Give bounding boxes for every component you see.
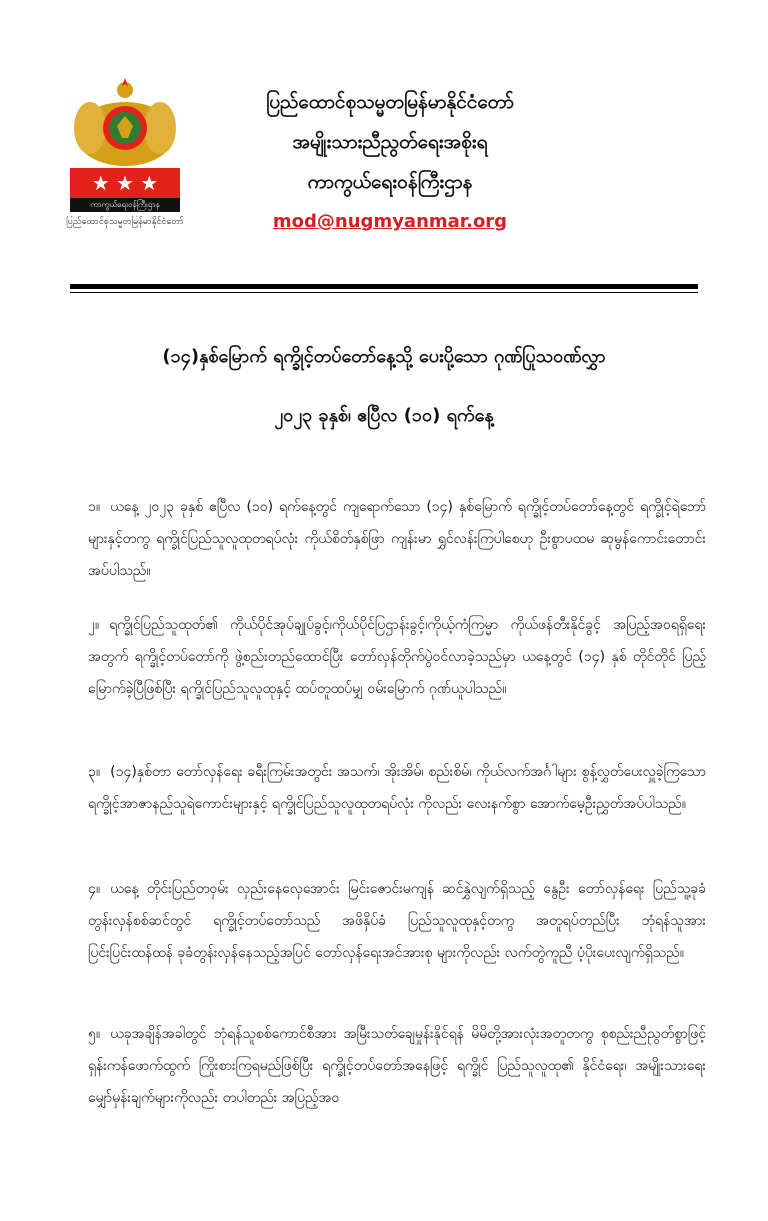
paragraph-text: ယခုအချိန်အခါတွင် ဘုံရန်သူစစ်ကောင်စီအား အမြီးသတ်ချေမှုန်းနိုင်ရန် မိမိတို့အားလုံးအတူတကွ စုစည်းညီညွတ်စွာဖြင့် ရှန်းကန်ဖောက်ထွက် ကြိုးစားကြရမည်ဖြစ်ပြီး ရက္ခိုင့်တပ်တော်အနေဖြင့် ရက္ခိုင် ပြည်သူလူထု၏ နိုင်ငံရေး၊ အမျိုးသားရေး မျှော်မှန်းချက်များကိုလည်း တပါတည်း အပြည့်အဝ — [88, 1026, 706, 1106]
paragraph — [88, 873, 706, 969]
document-date: ၂၀၂၃ ခုနှစ်၊ ဧပြီလ (၁၀) ရက်နေ့ — [274, 405, 494, 426]
paragraph-number: ၅။ — [88, 1026, 101, 1042]
paragraph — [88, 1018, 706, 1114]
paragraph-text: (၁၄)နှစ်တာ တော်လှန်ရေး ခရီးကြမ်းအတွင်း အသက်၊ အိုးအိမ်၊ စည်းစိမ်၊ ကိုယ်လက်အင်္ဂါများ စွန့်လွှတ်ပေးလှူခဲ့ကြသော ရက္ခိုင့်အာဇာနည်သူရဲကောင်းများနှင့် ရက္ခိုင်ပြည်သူလူထုတရပ်လုံး ကိုလည်း လေးနက်စွာ အောက်မေ့ဦးညွှတ်အပ်ပါသည်။ — [88, 764, 706, 812]
paragraph-number: ၂။ — [88, 617, 100, 633]
emblem-stars-band — [70, 168, 180, 198]
ministry-emblem — [62, 76, 188, 229]
emblem-caption: ပြည်ထောင်စုသမ္မတမြန်မာနိုင်ငံတော် — [66, 217, 184, 227]
peacock-crest-icon — [70, 76, 180, 168]
email-link[interactable]: mod@nugmyanmar.org — [272, 211, 508, 232]
header-divider — [70, 284, 698, 289]
ministry-name: ကာကွယ်ရေးဝန်ကြီးဌာန — [307, 171, 473, 193]
paragraph — [88, 609, 706, 705]
emblem-plate: ကာကွယ်ရေးဝန်ကြီးဌာန — [70, 198, 180, 212]
country-name: ပြည်ထောင်စုသမ္မတမြန်မာနိုင်ငံတော် — [266, 91, 514, 113]
letterhead — [210, 82, 570, 242]
header-divider-thin — [70, 292, 698, 293]
paragraph-number: ၄။ — [88, 881, 101, 897]
paragraph-text: ယနေ့ တိုင်းပြည်တဝှမ်း လှည်းနေလှေအောင်း မြင်းဇောင်းမကျန် ဆင်နွှဲလျက်ရှိသည့် နွေဦး တော်လှန်ရေး ပြည်သူ့ခုခံတွန်းလှန်စစ်ဆင်တွင် ရက္ခိုင့်တပ်တော်သည် အဖိနှိပ်ခံ ပြည်သူလူထုနှင့်တကွ အတူရပ်တည်ပြီး ဘုံရန်သူအား ပြင်းပြင်းထန်ထန် ခုခံတွန်းလှန်နေသည့်အပြင် တော်လှန်ရေးအင်အားစု များကိုလည်း လက်တွဲကူညီ ပံ့ပိုးပေးလျက်ရှိသည်။ — [88, 881, 706, 961]
paragraph-number: ၃။ — [88, 764, 101, 780]
paragraph — [88, 491, 706, 587]
stars-icon: ★ ★ ★ — [91, 171, 159, 195]
document-title: (၁၄)နှစ်မြောက် ရက္ခိုင့်တပ်တော်နေ့သို့ ပေးပို့သော ဂုဏ်ပြုသဝဏ်လွှာ — [162, 346, 606, 367]
paragraph-text: ရက္ခိုင်ပြည်သူထုတ်၏ ကိုယ်ပိုင်အုပ်ချုပ်ခွင့်၊ကိုယ်ပိုင်ပြဌာန်းခွင့်၊ကိုယ့်ကံကြမ္မာ ကိုယ်ဖန်တီးနိုင်ခွင့် အပြည့်အဝရရှိရေးအတွက် ရက္ခိုင့်တပ်တော်ကို ဖွဲ့စည်းတည်ထောင်ပြီး တော်လှန်တိုက်ပွဲဝင်လာခဲ့သည်မှာ ယနေ့တွင် (၁၄) နှစ် တိုင်တိုင် ပြည့်မြောက်ခဲ့ပြီဖြစ်ပြီး ရက္ခိုင်ပြည်သူလူထုနှင့် ထပ်တူထပ်မျှ ဝမ်းမြောက် ဂုဏ်ယူပါသည်။ — [88, 617, 706, 697]
paragraph-number: ၁။ — [88, 499, 101, 515]
paragraph-text: ယနေ့ ၂၀၂၃ ခုနှစ် ဧပြီလ (၁၀) ရက်နေ့တွင် ကျရောက်သော (၁၄) နှစ်မြောက် ရက္ခိုင့်တပ်တော်နေ့တွင် ရက္ခိုင့်ရဲဘော်များနှင့်တကွ ရက္ခိုင်ပြည်သူလူထုတရပ်လုံး ကိုယ်စိတ်နှစ်ဖြာ ကျန်းမာ ရွှင်လန်းကြပါစေဟု ဦးစွာပထမ ဆုမွန်ကောင်းတောင်းအပ်ပါသည်။ — [88, 499, 706, 579]
government-name: အမျိုးသားညီညွတ်ရေးအစိုးရ — [292, 131, 488, 153]
paragraph — [88, 756, 706, 820]
